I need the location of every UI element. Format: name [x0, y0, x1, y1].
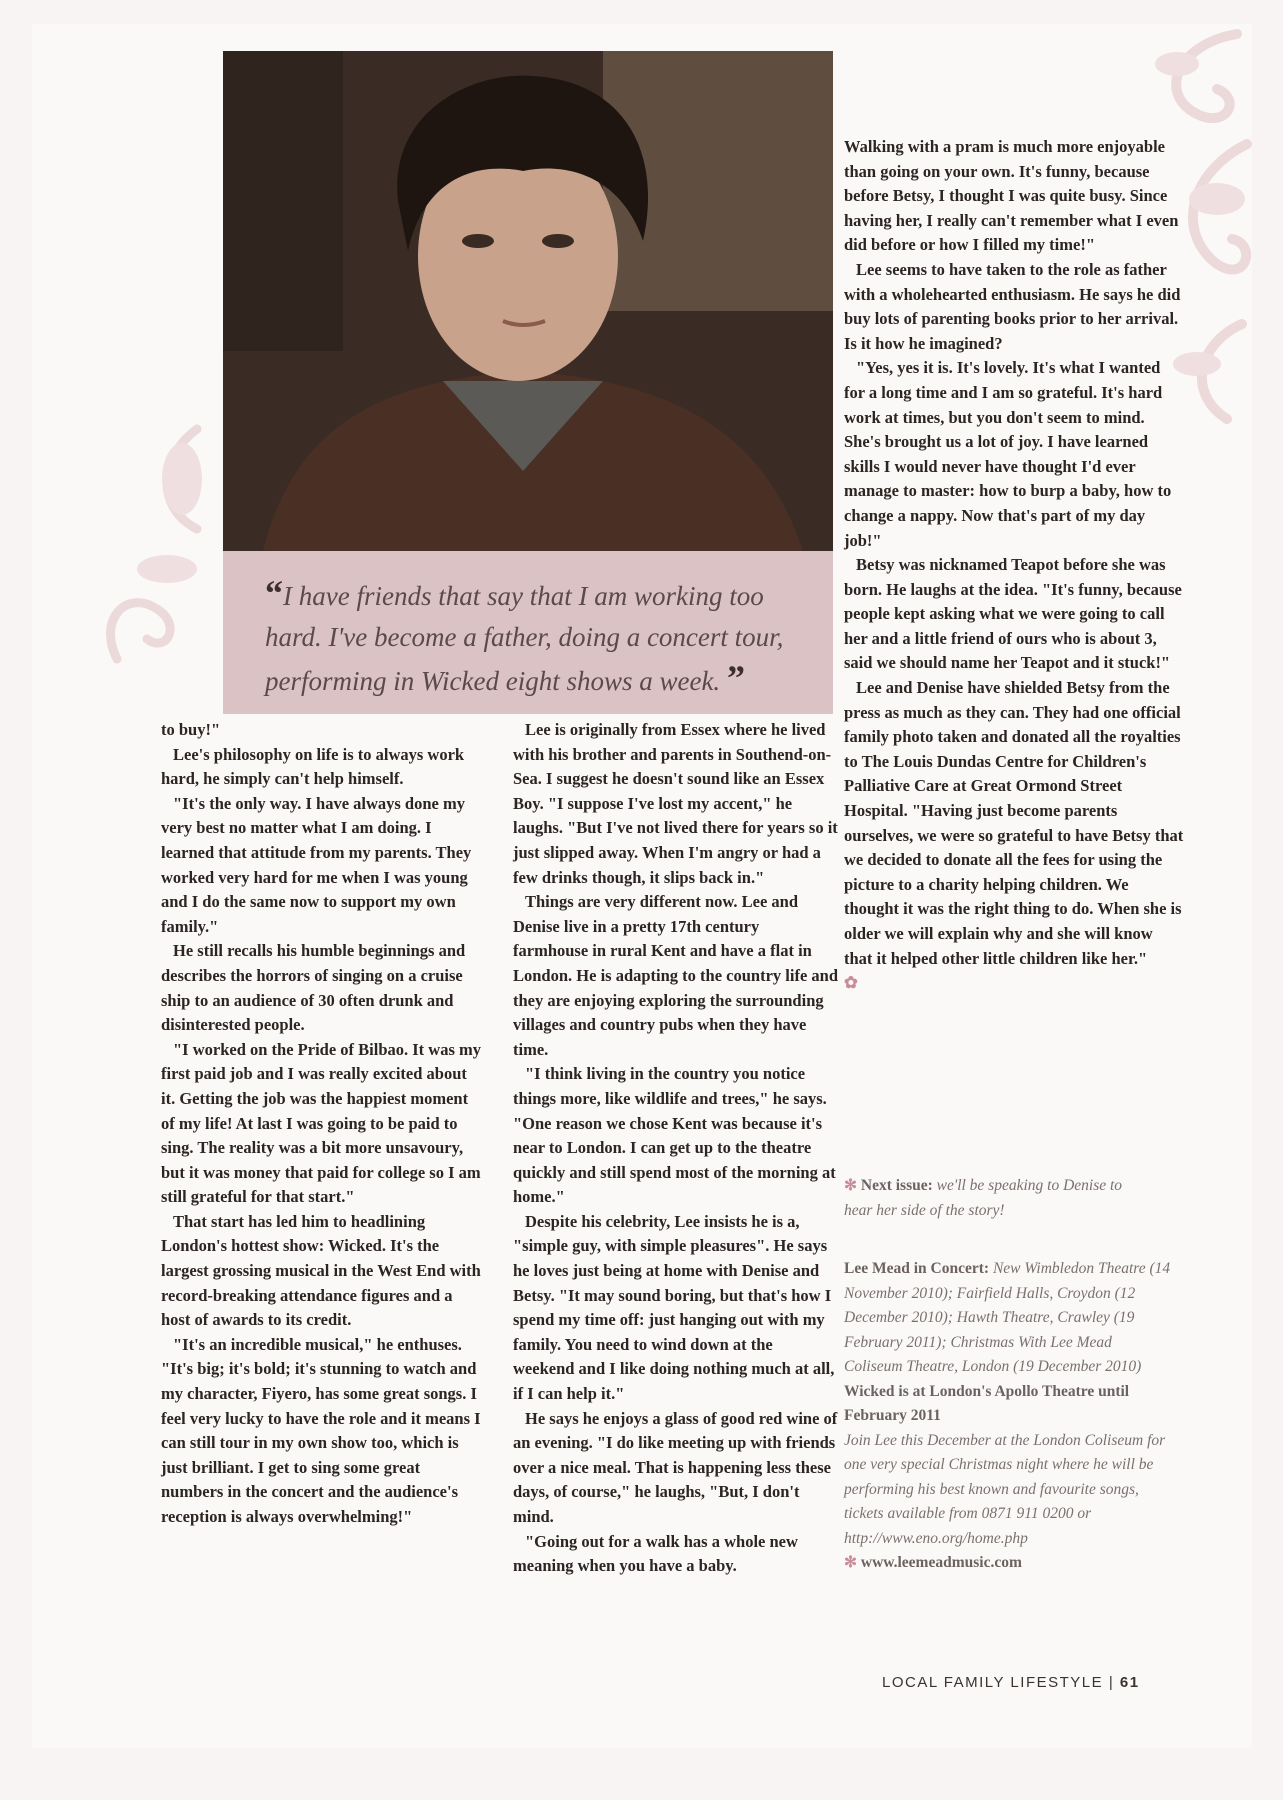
article-column-3 [844, 135, 1184, 996]
paragraph: That start has led him to headlining London's hottest show: Wicked. It's the largest grossing musical in the West End with record-breaking attendance figures and a host of awards to its credit. [161, 1211, 481, 1330]
page-footer [882, 1674, 1140, 1691]
paragraph: "Going out for a walk has a whole new meaning when you have a baby. [513, 1531, 798, 1576]
portrait-illustration [223, 51, 833, 551]
paragraph: to buy!" [161, 720, 221, 739]
paragraph: Betsy was nicknamed Teapot before she was born. He laughs at the idea. "It's funny, because people kept asking what we were going to call her and a little friend of ours who is about 3, said we should name her Teapot and it stuck!" [844, 555, 1182, 673]
paragraph: "I think living in the country you notice things more, like wildlife and trees," he says. "One reason we chose Kent was because it's near to London. I can get up to the theatre quickly and still spend most of the morning at home." [513, 1064, 836, 1207]
paragraph: He says he enjoys a glass of good red wine of an evening. "I do like meeting up with friends over a nice meal. That is happening less these days, of course," he laughs, "But, I don't mind. [513, 1408, 838, 1526]
wicked-note: Wicked is at London's Apollo Theatre until February 2011 [844, 1382, 1130, 1424]
paragraph: "It's the only way. I have always done my very best no matter what I am doing. I learned that attitude from my parents. They worked very hard for me when I was young and I do the same now to support my own family." [161, 793, 472, 936]
footer-separator: | [1108, 1674, 1115, 1691]
paragraph: Lee and Denise have shielded Betsy from the press as much as they can. They had one official family photo taken and donated all the royalties to The Louis Dundas Centre for Children's Palliative Care at Great Ormond Street Hospital. "Having just become parents ourselves, we were so grateful to have Betsy that we decided to donate all the fees for using the picture to a charity helping children. We thought it was the right thing to do. When she is older we will explain why and she will know that it helped other little children like her." [844, 678, 1184, 968]
paragraph: "I worked on the Pride of Bilbao. It was my first paid job and I was really excited about it. Getting the job was the happiest moment of my life! At last I was going to be paid to sing. The reality was a bit more unsavoury, but it was money that paid for college so I am still grateful for that start." [161, 1039, 481, 1207]
open-quote-mark: “ [265, 573, 283, 613]
concert-info [844, 1257, 1174, 1576]
paragraph: He still recalls his humble beginnings and describes the horrors of singing on a cruise ship to an audience of 30 often drunk and disinterested people. [161, 941, 466, 1035]
paragraph: Lee seems to have taken to the role as father with a wholehearted enthusiasm. He says he did buy lots of parenting books prior to her arrival. Is it how he imagined? [844, 259, 1181, 353]
portrait-photo [223, 51, 833, 551]
paragraph: "Yes, yes it is. It's lovely. It's what I wanted for a long time and I am so grateful. It's hard work at times, but you don't seem to mind. She's brought us a lot of joy. I have learned skills I would never have thought I'd ever manage to master: how to burp a baby, how to change a nappy. Now that's part of my day job!" [844, 358, 1172, 550]
magazine-page [32, 24, 1252, 1748]
asterisk-icon: ✻ [844, 1177, 857, 1194]
pull-quote-box [223, 551, 833, 714]
paragraph: "It's an incredible musical," he enthuses. "It's big; it's bold; it's stunning to watch and my character, Fiyero, has some great songs. I feel very lucky to have the role and it means I can still tour in my own show too, which is just brilliant. I get to sing some great numbers in the concert and the audience's reception is always overwhelming!" [161, 1334, 481, 1526]
join-note: Join Lee this December at the London Coliseum for one very special Christmas night where he will be performing his best known and favourite songs, tickets available from 0871 911 0200 or http://www.eno.org/home.php [844, 1431, 1166, 1547]
pull-quote-text: I have friends that say that I am working too hard. I've become a father, doing a concert tour, performing in Wicked eight shows a week. [265, 581, 784, 696]
concert-dates: New Wimbledon Theatre (14 November 2010); Fairfield Halls, Croydon (12 December 2010); Hawth Theatre, Crawley (19 February 2011); Christmas With Lee Mead Coliseum Theatre, London (19 December 2010) [844, 1260, 1171, 1375]
paragraph: Walking with a pram is much more enjoyable than going on your own. It's funny, because before Betsy, I thought I was quite busy. Since having her, I really can't remember what I even did before or how I filled my time!" [844, 137, 1179, 255]
floral-decoration-left [87, 419, 227, 679]
flower-icon: ✿ [844, 973, 858, 993]
next-issue-note [844, 1174, 1154, 1223]
paragraph: Lee's philosophy on life is to always work hard, he simply can't help himself. [161, 744, 465, 789]
next-issue-label: Next issue: [860, 1177, 933, 1194]
paragraph: Despite his celebrity, Lee insists he is a, "simple guy, with simple pleasures". He says he loves just being at home with Denise and Betsy. "It may sound boring, but that's how I spend my time off: just hanging out with my family. You need to wind down at the weekend and I like doing nothing much at all, if I can help it." [513, 1211, 835, 1404]
article-column-2 [513, 718, 838, 1579]
website-link[interactable]: www.leemeadmusic.com [860, 1554, 1022, 1571]
article-column-1 [161, 718, 481, 1530]
publication-name: LOCAL FAMILY LIFESTYLE [882, 1674, 1104, 1691]
next-issue-text: we'll be speaking to Denise to hear her side of the story! [844, 1177, 1123, 1219]
concert-label: Lee Mead in Concert: [844, 1260, 990, 1277]
page-number: 61 [1119, 1674, 1140, 1691]
paragraph: Lee is originally from Essex where he lived with his brother and parents in Southend-on-Sea. I suggest he doesn't sound like an Essex Boy. "I suppose I've lost my accent," he laughs. "But I've not lived there for years so it just slipped away. When I'm angry or had a few drinks though, it slips back in." [513, 720, 838, 887]
paragraph: Things are very different now. Lee and Denise live in a pretty 17th century farmhouse in rural Kent and have a flat in London. He is adapting to the country life and they are enjoying exploring the surrounding villages and country pubs when they have time. [513, 892, 839, 1059]
close-quote-mark: ” [726, 658, 745, 698]
pull-quote [265, 573, 795, 702]
asterisk-icon: ✻ [844, 1554, 857, 1571]
